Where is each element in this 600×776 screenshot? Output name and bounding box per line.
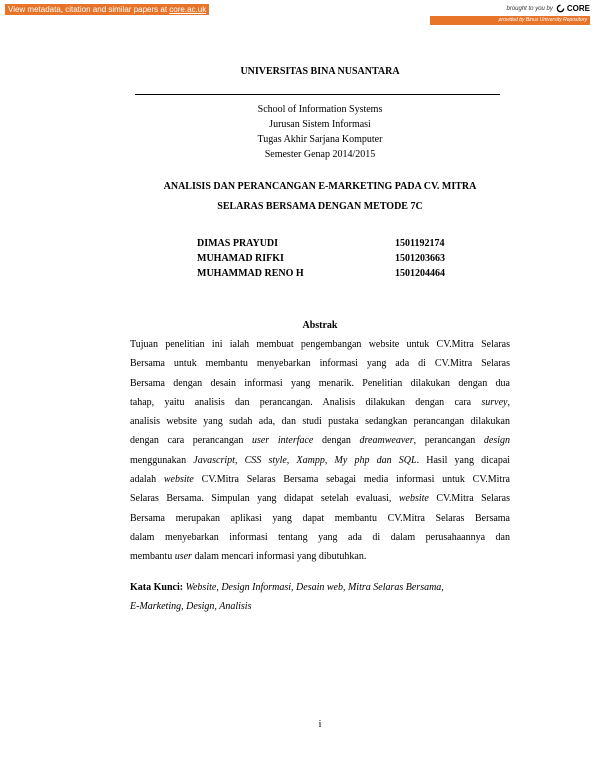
core-banner	[0, 0, 600, 27]
header-rule	[135, 94, 500, 95]
abstract-line: adalah website CV.Mitra Selaras Bersama sebagai media informasi untuk CV.Mitra	[130, 474, 510, 486]
abstract-line: analisis website yang sudah ada, dan studi pustaka sedangkan perancangan dilakukan	[130, 416, 510, 428]
author-name: MUHAMAD RIFKI	[197, 253, 284, 264]
core-metadata-link[interactable]: View metadata, citation and similar papers at core.ac.uk	[5, 4, 209, 15]
keywords-label: Kata Kunci	[130, 582, 180, 593]
abstract-line: dengan cara perancangan user interface dengan dreamweaver, perancangan design	[130, 435, 510, 447]
core-provided-by[interactable]: provided by Binus University Repository	[430, 16, 590, 25]
abstract-body	[130, 335, 510, 567]
keywords-line-2: E-Marketing, Design, Analisis	[130, 601, 252, 612]
abstract-line: Bersama merupakan aplikasi yang dapat membantu CV.Mitra Selaras Bersama	[130, 512, 510, 524]
page-number: i	[318, 719, 322, 730]
author-id: 1501192174	[395, 238, 445, 249]
semester: Semester Genap 2014/2015	[264, 149, 376, 160]
abstract-line: menggunakan Javascript, CSS style, Xampp, My php dan SQL. Hasil yang dicapai	[130, 454, 511, 466]
core-logo-icon	[556, 4, 565, 13]
abstract-line: membantu user dalam mencari informasi yang dibutuhkan.	[130, 551, 367, 563]
abstract-line: dalam menyebarkan informasi tentang yang ada di dalam perusahaannya dan	[130, 531, 510, 543]
core-brought-by: brought to you by CORE	[506, 4, 590, 13]
abstract-line: Tujuan penelitian ini ialah membuat pengembangan website untuk CV.Mitra Selaras	[130, 339, 510, 350]
keywords: Kata Kunci: Website, Design Informasi, Desain web, Mitra Selaras Bersama, E-Marketing, Design, Analisis	[130, 582, 444, 612]
thesis-type: Tugas Akhir Sarjana Komputer	[257, 134, 383, 145]
abstract-line: Bersama dengan desain informasi yang menarik. Penelitian dilakukan dengan dua	[130, 377, 510, 389]
keywords-line-1: Website, Design Informasi, Desain web, Mitra Selaras Bersama,	[185, 582, 444, 593]
author-id: 1501204464	[395, 268, 445, 279]
abstract-line: tahap, yaitu analisis dan perancangan. Analisis dilakukan dengan cara survey,	[130, 396, 510, 408]
author-id: 1501203663	[395, 253, 445, 264]
department-name: Jurusan Sistem Informasi	[269, 119, 371, 130]
core-site-link[interactable]: core.ac.uk	[169, 5, 207, 14]
core-logo[interactable]: CORE	[556, 4, 590, 13]
abstract-heading: Abstrak	[302, 320, 338, 331]
author-name: MUHAMMAD RENO H	[197, 268, 304, 279]
abstract-line: Bersama untuk membantu menyebarkan informasi yang ada di CV.Mitra Selaras	[130, 358, 510, 370]
paper-title-line-2: SELARAS BERSAMA DENGAN METODE 7C	[217, 201, 423, 212]
school-name: School of Information Systems	[257, 104, 383, 115]
university-name: UNIVERSITAS BINA NUSANTARA	[240, 66, 400, 77]
author-name: DIMAS PRAYUDI	[197, 238, 279, 249]
abstract-line: Selaras Bersama. Simpulan yang didapat setelah evaluasi, website CV.Mitra Selaras	[130, 493, 510, 505]
paper-title-line-1: ANALISIS DAN PERANCANGAN E-MARKETING PADA CV. MITRA	[163, 181, 477, 192]
